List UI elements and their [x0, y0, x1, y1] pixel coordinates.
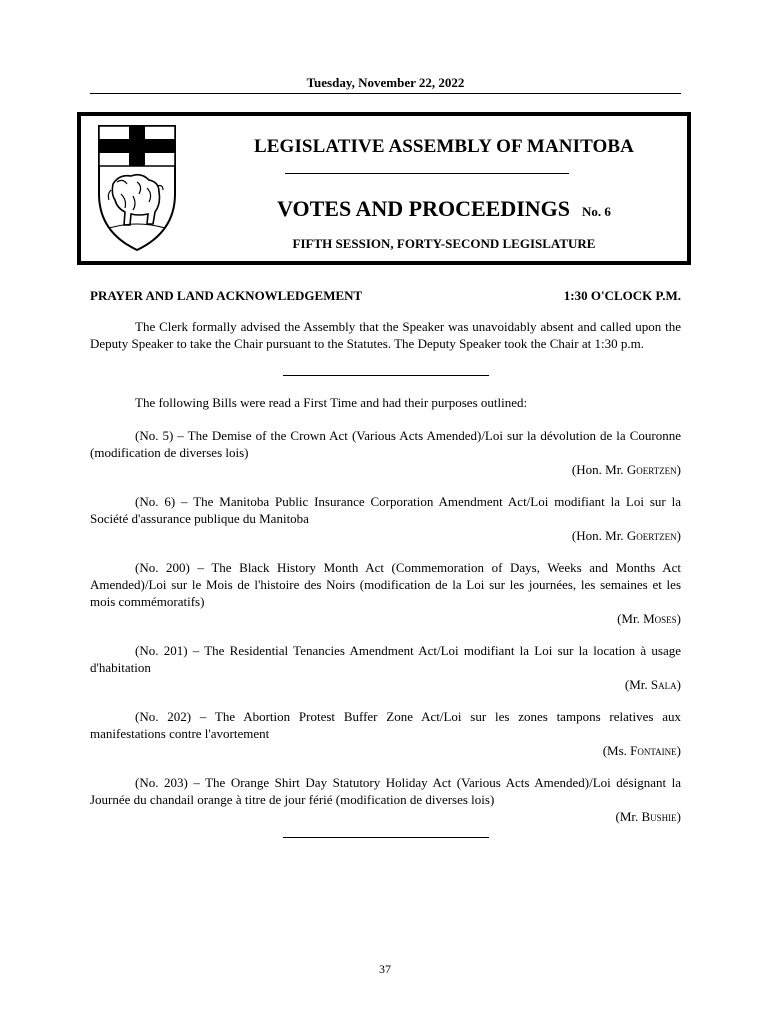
intro-paragraph: The Clerk formally advised the Assembly that the Speaker was unavoidably absent and called upon the Deputy Speaker to take the Chair pursuant to the Statutes. The Deputy Speaker took the Chair at 1:30 p.m. [90, 319, 681, 351]
session-line: FIFTH SESSION, FORTY-SECOND LEGISLATURE [292, 236, 596, 251]
separator-rule [283, 375, 489, 376]
page-number: 37 [379, 962, 391, 976]
votes-and-proceedings-title: VOTES AND PROCEEDINGS [277, 196, 571, 221]
proceedings-body [90, 318, 681, 838]
section-title: PRAYER AND LAND ACKNOWLEDGEMENT [90, 288, 363, 303]
bill-sponsor: (Hon. Mr. Goertzen) [571, 462, 681, 477]
separator-rule [283, 837, 489, 838]
title-rule [285, 173, 569, 174]
issue-number: No. 6 [582, 204, 611, 219]
assembly-name: LEGISLATIVE ASSEMBLY OF MANITOBA [254, 136, 634, 157]
bill-description: (No. 200) – The Black History Month Act (Commemoration of Days, Weeks and Months Act Amended)/Loi sur le Mois de l'histoire des Noirs (modification de la Loi sur les journées, les semaines et les mois commémoratifs) [90, 560, 681, 609]
bill-description: (No. 5) – The Demise of the Crown Act (Various Acts Amended)/Loi sur la dévolution de la Couronne (modification de diverses lois) [90, 428, 681, 460]
bill-description: (No. 203) – The Orange Shirt Day Statutory Holiday Act (Various Acts Amended)/Loi désignant la Journée du chandail orange à titre de jour férié (modification de diverses lois) [90, 775, 681, 807]
date-rule [90, 93, 681, 94]
header-box [77, 112, 691, 265]
bills-intro-paragraph: The following Bills were read a First Time and had their purposes outlined: [135, 395, 528, 410]
bill-sponsor: (Mr. Moses) [617, 611, 681, 626]
bill-sponsor: (Hon. Mr. Goertzen) [571, 528, 681, 543]
date-line: Tuesday, November 22, 2022 [306, 75, 465, 90]
bill-description: (No. 201) – The Residential Tenancies Amendment Act/Loi modifiant la Loi sur la location à usage d'habitation [90, 643, 681, 675]
document-title [201, 196, 687, 222]
manitoba-coat-of-arms-icon [97, 124, 177, 252]
bill-sponsor: (Mr. Bushie) [615, 809, 681, 824]
sitting-time: 1:30 O'CLOCK P.M. [563, 288, 681, 303]
bill-sponsor: (Mr. Sala) [624, 677, 681, 692]
bill-description: (No. 202) – The Abortion Protest Buffer Zone Act/Loi sur les zones tampons relatives aux manifestations contre l'avortement [90, 709, 681, 741]
bill-description: (No. 6) – The Manitoba Public Insurance Corporation Amendment Act/Loi modifiant la Loi sur la Société d'assurance publique du Manitoba [90, 494, 681, 526]
bill-sponsor: (Ms. Fontaine) [602, 743, 681, 758]
section-heading [90, 288, 681, 304]
